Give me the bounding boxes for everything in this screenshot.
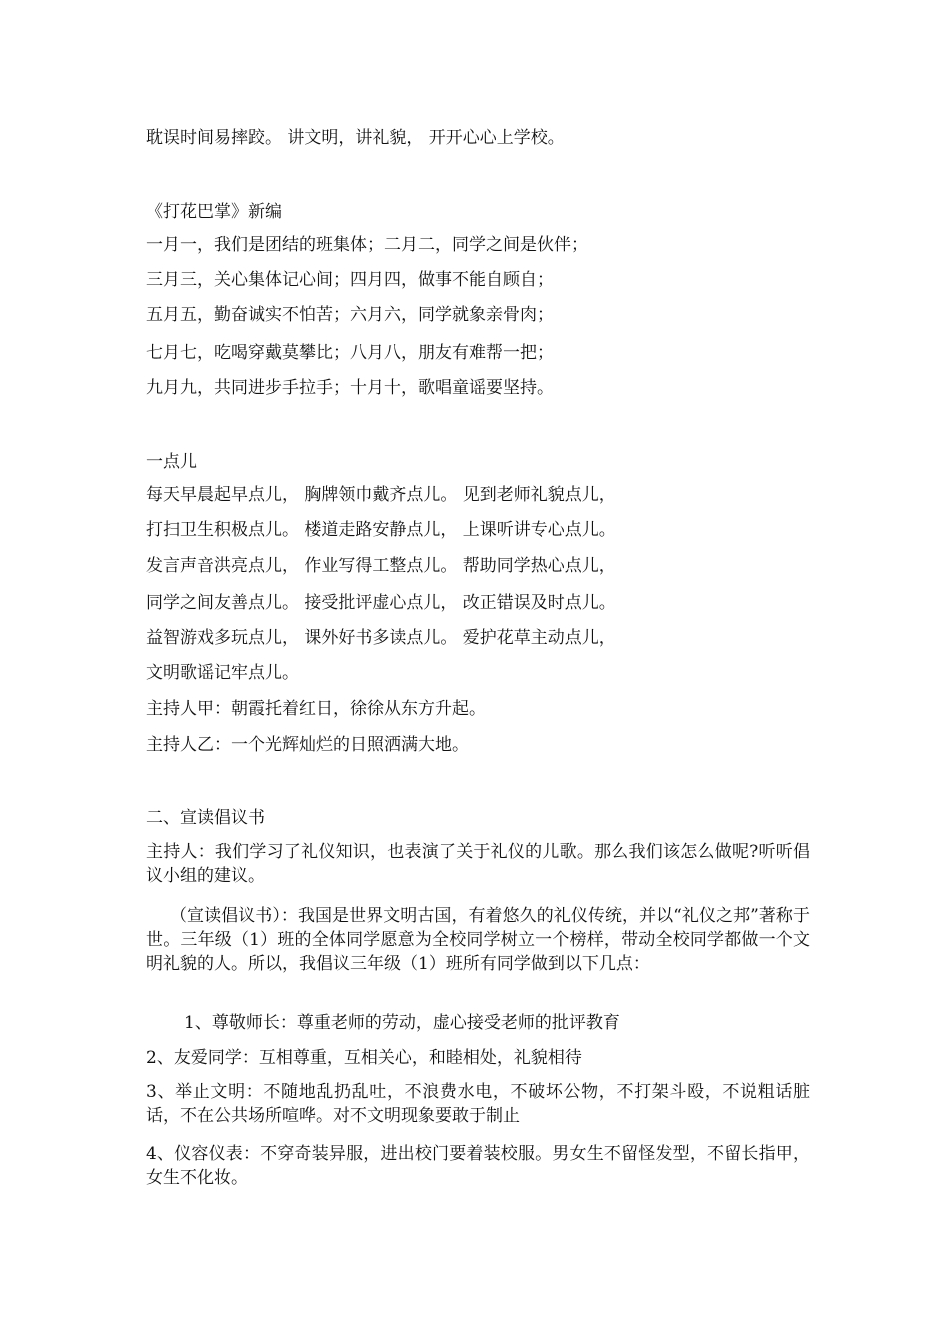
section-heading: 二、宣读倡议书: [146, 808, 265, 828]
song2-line: 每天早晨起早点儿， 胸牌领巾戴齐点儿。 见到老师礼貌点儿，: [146, 485, 616, 505]
song1-line: 三月三，关心集体记心间；四月四，做事不能自顾自；: [146, 270, 554, 290]
host-a-line: 主持人甲：朝霞托着红日，徐徐从东方升起。: [146, 699, 486, 719]
song1-title: 《打花巴掌》新编: [146, 202, 282, 222]
proposal-item: 2、友爱同学：互相尊重，互相关心，和睦相处，礼貌相待: [146, 1048, 582, 1068]
proposal-item: 4、仪容仪表：不穿奇装异服，进出校门要着装校服。男女生不留怪发型，不留长指甲，女生不化妆。: [146, 1144, 810, 1188]
song1-line: 七月七，吃喝穿戴莫攀比；八月八，朋友有难帮一把；: [146, 343, 554, 363]
intro-line: 耽误时间易摔跤。 讲文明，讲礼貌， 开开心心上学校。: [146, 128, 565, 148]
song2-line: 打扫卫生积极点儿。 楼道走路安静点儿， 上课听讲专心点儿。: [146, 520, 616, 540]
song2-title: 一点儿: [146, 452, 197, 472]
proposal-paragraph: （宣读倡议书）：我国是世界文明古国，有着悠久的礼仪传统，并以“礼仪之邦”著称于世。三年级（1）班的全体同学愿意为全校同学树立一个榜样，带动全校同学都做一个文明礼貌的人。所以，我倡议三年级（1）班所有同学做到以下几点：: [146, 906, 810, 974]
host-paragraph: 主持人：我们学习了礼仪知识，也表演了关于礼仪的儿歌。那么我们该怎么做呢?听听倡议小组的建议。: [146, 842, 810, 886]
song2-line: 同学之间友善点儿。 接受批评虚心点儿， 改正错误及时点儿。: [146, 593, 616, 613]
song2-line: 文明歌谣记牢点儿。: [146, 663, 299, 683]
host-b-line: 主持人乙：一个光辉灿烂的日照洒满大地。: [146, 735, 469, 755]
proposal-item: 3、举止文明：不随地乱扔乱吐，不浪费水电，不破坏公物，不打架斗殴，不说粗话脏话，不在公共场所喧哗。对不文明现象要敢于制止: [146, 1082, 810, 1126]
song1-line: 九月九，共同进步手拉手；十月十，歌唱童谣要坚持。: [146, 378, 554, 398]
proposal-item: 1、尊敬师长：尊重老师的劳动，虚心接受老师的批评教育: [184, 1013, 620, 1033]
song1-line: 一月一，我们是团结的班集体；二月二，同学之间是伙伴；: [146, 235, 588, 255]
song2-line: 发言声音洪亮点儿， 作业写得工整点儿。 帮助同学热心点儿，: [146, 556, 616, 576]
song2-line: 益智游戏多玩点儿， 课外好书多读点儿。 爱护花草主动点儿，: [146, 628, 616, 648]
song1-line: 五月五，勤奋诚实不怕苦；六月六，同学就象亲骨肉；: [146, 305, 554, 325]
